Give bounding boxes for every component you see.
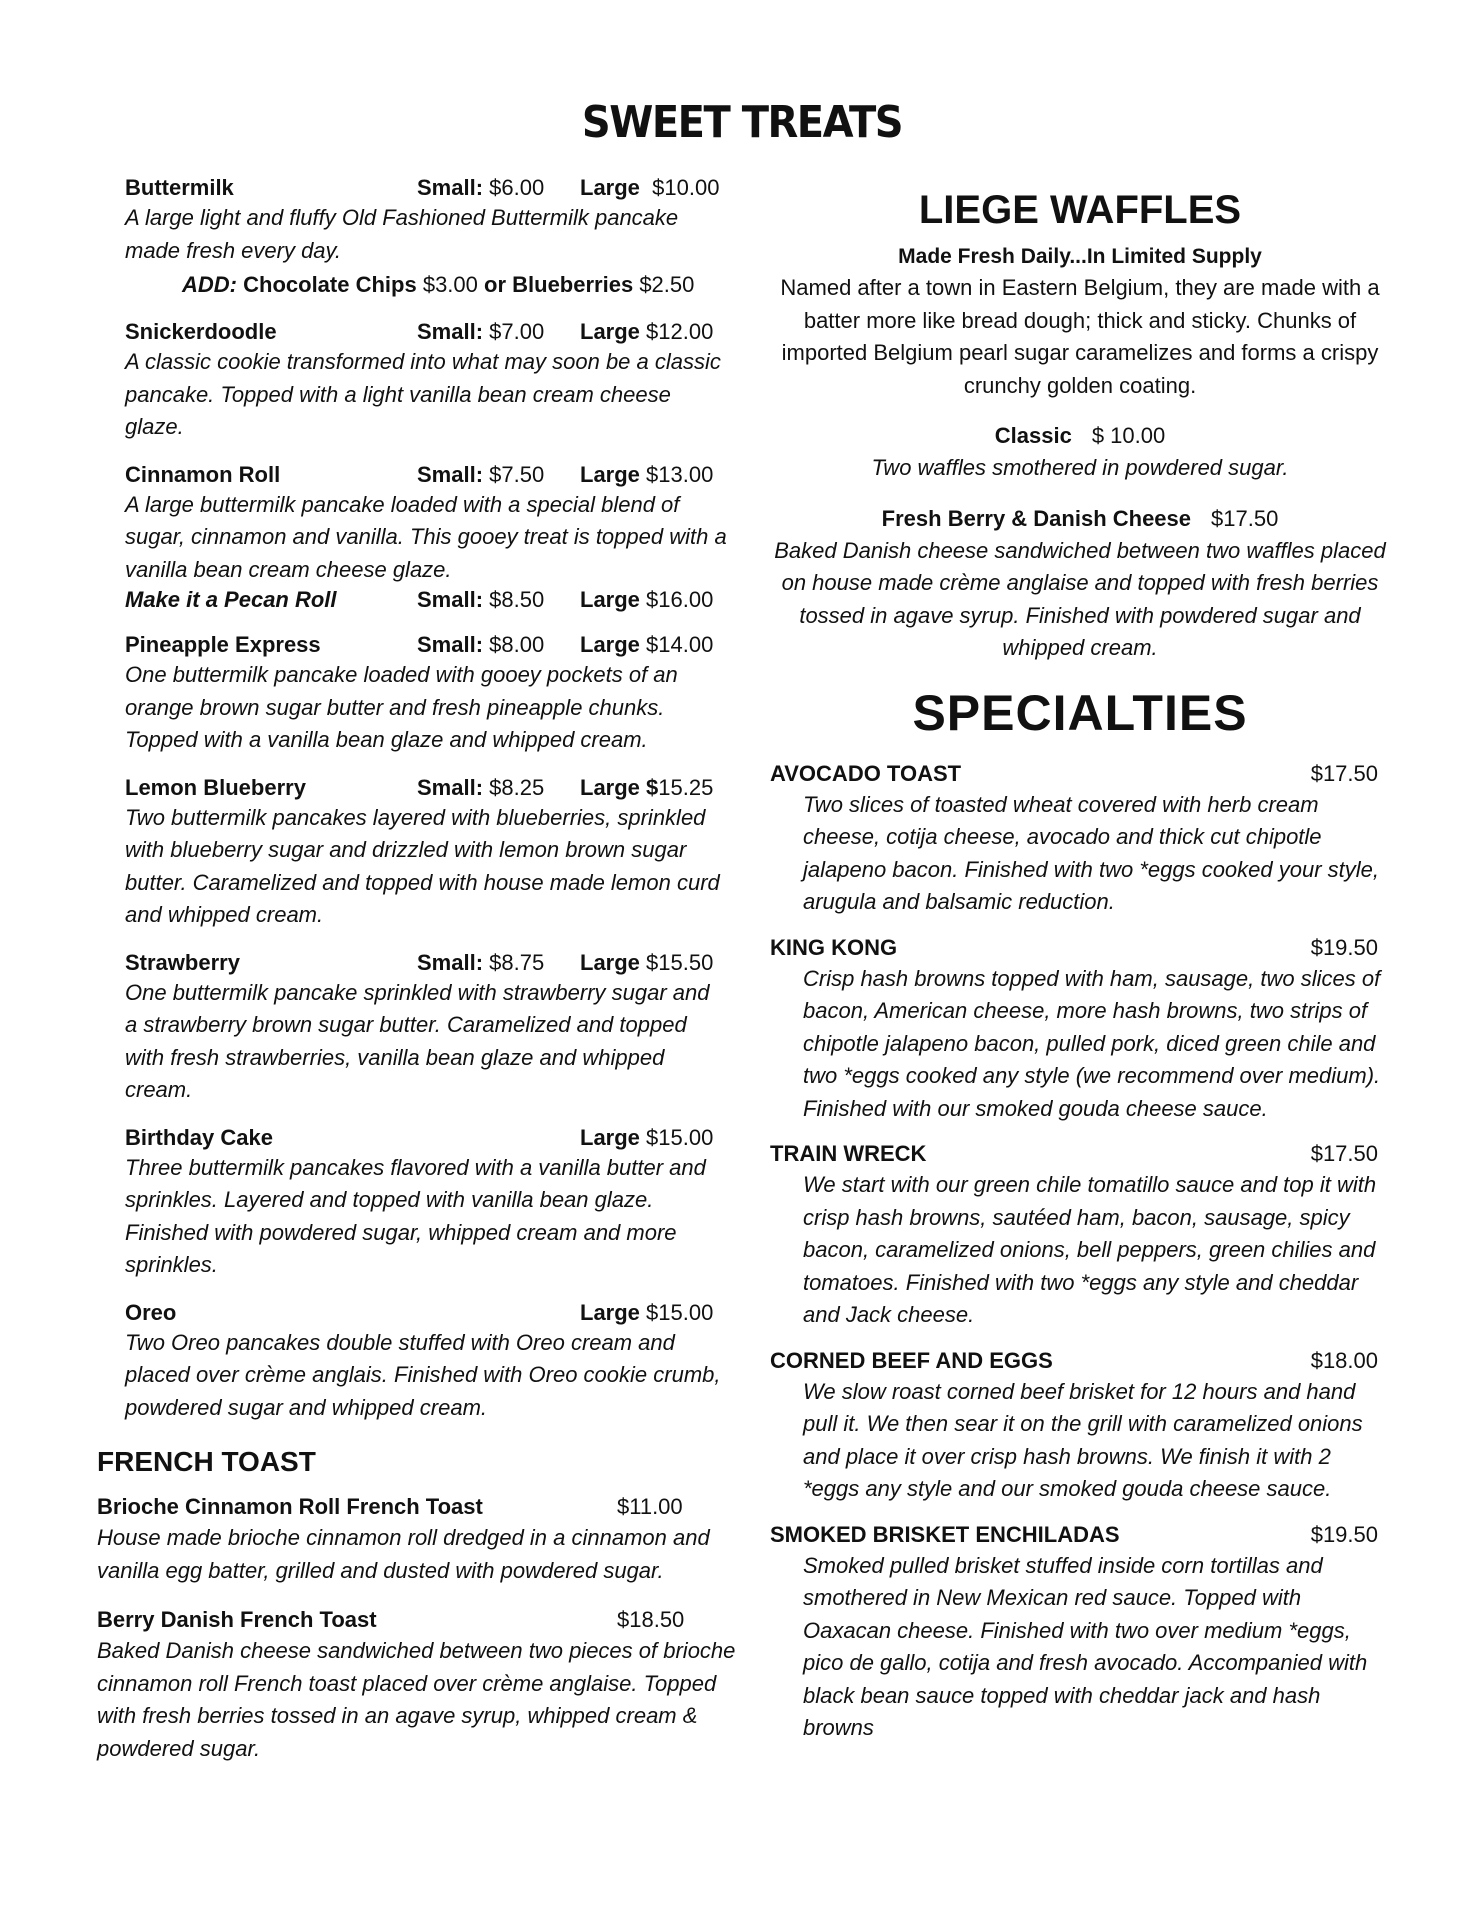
waffle-item	[770, 420, 1390, 485]
item-name: Oreo	[125, 1299, 177, 1325]
item-name: AVOCADO TOAST	[770, 760, 962, 786]
item-name: Cinnamon Roll	[125, 461, 281, 487]
liege-waffles-subheading: Made Fresh Daily...In Limited Supply	[898, 245, 1262, 268]
small-price: Small: $8.75	[417, 949, 545, 975]
french-toast-heading: FRENCH TOAST	[97, 1446, 316, 1477]
item-description: One buttermilk pancake loaded with gooey pockets of an orange brown sugar butter and fresh pineapple chunks. Topped with a vanilla bean glaze and whipped cream.	[125, 662, 678, 752]
item-name: Fresh Berry & Danish Cheese	[881, 505, 1192, 531]
small-price: Small: $8.00	[417, 632, 545, 657]
item-name: Snickerdoodle	[125, 319, 277, 344]
pancake-item	[97, 1299, 757, 1425]
pancake-item	[97, 774, 757, 932]
large-price: Large $15.00	[580, 1124, 714, 1150]
item-description: House made brioche cinnamon roll dredged in a cinnamon and vanilla egg batter, grilled and dusted with powdered sugar.	[97, 1525, 710, 1583]
pancake-item	[97, 318, 757, 444]
item-name: TRAIN WRECK	[770, 1141, 927, 1166]
item-name: Brioche Cinnamon Roll French Toast	[97, 1494, 483, 1519]
item-name: Make it a Pecan Roll	[125, 587, 337, 612]
item-price: $17.50	[1310, 760, 1378, 786]
item-description: A classic cookie transformed into what may soon be a classic pancake. Topped with a light vanilla bean cream cheese glaze.	[125, 349, 721, 439]
large-price: Large $13.00	[580, 461, 714, 487]
small-price: Small: $8.50	[417, 587, 545, 612]
item-description: Three buttermilk pancakes flavored with a vanilla butter and sprinkles. Layered and topped with vanilla bean glaze. Finished with powdered sugar, whipped cream and more sprinkles.	[125, 1154, 706, 1277]
large-price: Large $15.00	[580, 1299, 714, 1325]
pancake-item	[97, 949, 757, 1107]
specialty-item	[770, 1520, 1390, 1745]
item-name: KING KONG	[770, 934, 898, 960]
item-description: Two slices of toasted wheat covered with herb cream cheese, cotija cheese, avocado and thick cut chipotle jalapeno bacon. Finished with two *eggs cooked your style, arugula and balsamic reduction.	[803, 791, 1380, 914]
item-name: SMOKED BRISKET ENCHILADAS	[770, 1521, 1120, 1547]
item-name: Strawberry	[125, 949, 240, 975]
item-description: Smoked pulled brisket stuffed inside corn tortillas and smothered in New Mexican red sauce. Topped with Oaxacan cheese. Finished with two over medium *eggs, pico de gallo, cotija and fresh avocado. Accompanied with black bean sauce topped with cheddar jack and hash browns	[803, 1552, 1368, 1740]
item-description: Two waffles smothered in powdered sugar.	[871, 455, 1289, 480]
small-price: Small: $7.50	[417, 461, 545, 487]
item-name: Pineapple Express	[125, 632, 321, 657]
page-title: SWEET TREATS	[581, 98, 903, 148]
item-price: $11.00	[617, 1494, 683, 1519]
addon-line: ADD: Chocolate Chips $3.00 or Blueberries $2.50	[182, 272, 695, 297]
large-price: Large $16.00	[580, 587, 714, 612]
pancake-item	[97, 174, 757, 301]
specialty-item	[770, 1346, 1390, 1506]
item-name: Buttermilk	[125, 175, 234, 200]
small-price: Small: $8.25	[417, 774, 545, 800]
item-description: One buttermilk pancake sprinkled with strawberry sugar and a strawberry brown sugar butter. Caramelized and topped with fresh strawberries, vanilla bean glaze and whipped cream.	[125, 979, 710, 1102]
pancake-item	[97, 586, 757, 614]
small-price: Small: $6.00	[417, 175, 545, 200]
item-description: Two buttermilk pancakes layered with blueberries, sprinkled with blueberry sugar and drizzled with lemon brown sugar butter. Caramelized and topped with house made lemon curd and whipped cream.	[125, 804, 720, 927]
item-name: Birthday Cake	[125, 1124, 273, 1150]
specialty-item	[770, 759, 1390, 919]
item-name: Classic	[994, 423, 1072, 448]
specialty-item	[770, 1139, 1390, 1332]
waffle-item	[770, 503, 1390, 665]
small-price: Small: $7.00	[417, 319, 545, 344]
item-name: Lemon Blueberry	[125, 774, 306, 800]
pancake-item	[97, 1124, 757, 1282]
french-toast-item	[97, 1492, 757, 1587]
right-column	[770, 186, 1390, 1759]
item-description: A large buttermilk pancake loaded with a special blend of sugar, cinnamon and vanilla. This gooey treat is topped with a vanilla bean cream cheese glaze.	[125, 491, 727, 582]
item-description: A large light and fluffy Old Fashioned Buttermilk pancake made fresh every day.	[125, 205, 679, 263]
item-description: We start with our green chile tomatillo sauce and top it with crisp hash browns, sautéed ham, bacon, sausage, spicy bacon, caramelized onions, bell peppers, green chilies and tomatoes. Finished with two *eggs any style and cheddar and Jack cheese.	[803, 1172, 1377, 1327]
item-name: CORNED BEEF AND EGGS	[770, 1347, 1053, 1373]
item-price: $18.00	[1310, 1347, 1378, 1373]
item-price: $19.50	[1310, 1521, 1378, 1547]
item-name: Berry Danish French Toast	[97, 1607, 377, 1632]
specialties-heading: SPECIALTIES	[912, 684, 1248, 741]
liege-waffles-intro: Named after a town in Eastern Belgium, they are made with a batter more like bread dough; thick and sticky. Chunks of imported Belgium pearl sugar caramelizes and forms a crispy crunchy golden coating.	[780, 275, 1380, 398]
large-price: Large $10.00	[580, 175, 720, 200]
french-toast-item	[97, 1605, 757, 1765]
large-price: Large $14.00	[580, 632, 714, 657]
large-price: Large $12.00	[580, 319, 714, 344]
item-description: Baked Danish cheese sandwiched between two waffles placed on house made crème anglaise and topped with fresh berries tossed in agave syrup. Finished with powdered sugar and whipped cream.	[774, 537, 1386, 660]
item-price: $ 10.00	[1091, 423, 1166, 448]
pancake-item	[97, 631, 757, 757]
item-description: We slow roast corned beef brisket for 12 hours and hand pull it. We then sear it on the grill with caramelized onions and place it over crisp hash browns. We finish it with 2 *eggs any style and our smoked gouda cheese sauce.	[803, 1378, 1363, 1501]
large-price: Large $15.50	[580, 949, 714, 975]
item-price: $18.50	[617, 1607, 685, 1632]
item-description: Baked Danish cheese sandwiched between two pieces of brioche cinnamon roll French toast placed over crème anglaise. Topped with fresh berries tossed in an agave syrup, whipped cream & powdered sugar.	[97, 1638, 736, 1761]
item-price: $17.50	[1211, 505, 1279, 531]
item-price: $17.50	[1310, 1141, 1378, 1166]
item-price: $19.50	[1310, 934, 1378, 960]
specialty-item	[770, 933, 1390, 1126]
large-price: Large $15.25	[580, 774, 714, 800]
left-column	[97, 174, 757, 1783]
item-description: Two Oreo pancakes double stuffed with Oreo cream and placed over crème anglais. Finished with Oreo cookie crumb, powdered sugar and whipped cream.	[125, 1329, 721, 1420]
item-description: Crisp hash browns topped with ham, sausage, two slices of bacon, American cheese, more hash browns, two strips of chipotle jalapeno bacon, pulled pork, diced green chile and two *eggs cooked any style (we recommend over medium). Finished with our smoked gouda cheese sauce.	[803, 965, 1381, 1121]
liege-waffles-heading: LIEGE WAFFLES	[918, 188, 1242, 232]
pancake-item	[97, 461, 757, 587]
